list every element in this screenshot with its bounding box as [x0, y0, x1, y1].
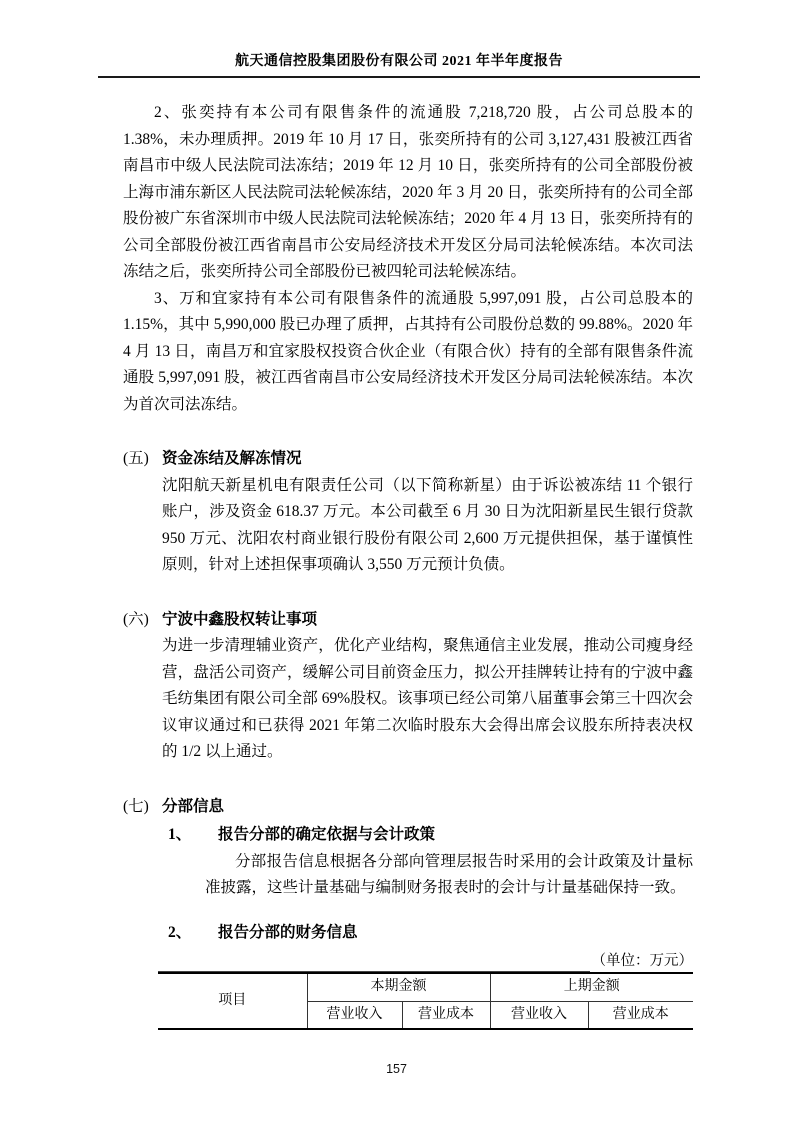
page-content [123, 100, 693, 1030]
page-header-title: 航天通信控股集团股份有限公司 2021 年半年度报告 [235, 54, 563, 69]
section-segment-info [123, 794, 693, 821]
table-header-prior-period: 上期金额 [490, 973, 693, 1001]
section-heading [123, 607, 693, 634]
page-number: 157 [386, 1062, 407, 1076]
subsection-heading [123, 822, 693, 849]
paragraph-share-freeze-zhangyi: 2、张奕持有本公司有限售条件的流通股 7,218,720 股，占公司总股本的 1.38%，未办理质押。2019 年 10 月 17 日，张奕所持有的公司 3,127,431 股被江西省南昌市中级人民法院司法冻结；2019 年 12 月 10 日，张奕所持有的公司全部股份被上海市浦东新区人民法院司法轮候冻结，2020 年 3 月 20 日，张奕所持有的公司全部股份被广东省深圳市中级人民法院司法轮候冻结；2020 年 4 月 13 日，张奕所持有的公司全部股份被江西省南昌市公安局经济技术开发区分局司法轮候冻结。本次司法冻结之后，张奕所持公司全部股份已被四轮司法轮候冻结。 [123, 104, 693, 280]
subsection-segment-basis [123, 822, 693, 902]
subsection-number-label: 1、 [168, 826, 192, 843]
table-header-revenue-current: 营业收入 [307, 1001, 402, 1029]
table-unit-label: （单位：万元） [591, 953, 693, 969]
section-title: 分部信息 [162, 797, 225, 815]
table-unit-row [158, 950, 693, 972]
section-heading [123, 794, 693, 821]
subsection-heading [123, 920, 693, 947]
subsection-segment-financials [123, 920, 693, 947]
unit-row-underline [158, 953, 590, 972]
subsection-body: 分部报告信息根据各分部向管理层报告时采用的会计政策及计量标准披露，这些计量基础与编制财务报表时的会计与计量基础保持一致。 [205, 852, 693, 896]
table-header-current-period: 本期金额 [307, 973, 490, 1001]
segment-table-area [158, 950, 693, 1030]
section-number-label: (七) [123, 797, 149, 815]
segment-financials-table [158, 972, 693, 1030]
section-heading [123, 446, 693, 473]
table-header-revenue-prior: 营业收入 [490, 1001, 588, 1029]
section-number-label: (五) [123, 450, 149, 467]
section-body: 沈阳航天新星机电有限责任公司（以下简称新星）由于诉讼被冻结 11 个银行账户，涉及资金 618.37 万元。本公司截至 6 月 30 日为沈阳新星民生银行贷款 950 万元、沈阳农村商业银行股份有限公司 2,600 万元提供担保，基于谨慎性原则，针对上述担保事项确认 3,550 万元预计负债。 [162, 476, 693, 573]
section-ningbo-zhongxin [123, 607, 693, 766]
section-number-label: (六) [123, 610, 149, 628]
table-header-item: 项目 [158, 973, 307, 1029]
subsection-title: 报告分部的确定依据与会计政策 [218, 826, 436, 843]
table-header-row-groups [158, 973, 693, 1001]
table-header-cost-prior: 营业成本 [612, 1006, 669, 1022]
section-title: 资金冻结及解冻情况 [162, 450, 302, 467]
page-header [98, 50, 700, 78]
subsection-title: 报告分部的财务信息 [218, 923, 358, 941]
section-funds-freeze [123, 446, 693, 579]
section-body: 为进一步清理辅业资产，优化产业结构，聚焦通信主业发展，推动公司瘦身经营，盘活公司资产，缓解公司目前资金压力，拟公开挂牌转让持有的宁波中鑫毛纺集团有限公司全部 69%股权。该事项已经公司第八届董事会第三十四次会议审议通过和已获得 2021 年第二次临时股东大会得出席会议股东所持表决权的 1/2 以上通过。 [162, 637, 693, 760]
table-header-cost-current: 营业成本 [402, 1001, 490, 1029]
subsection-number-label: 2、 [168, 923, 192, 941]
paragraph-share-freeze-wanheyijia: 3、万和宜家持有本公司有限售条件的流通股 5,997,091 股，占公司总股本的 1.15%，其中 5,990,000 股已办理了质押，占其持有公司股份总数的 99.88%。2020 年 4 月 13 日，南昌万和宜家股权投资合伙企业（有限合伙）持有的全部有限售条件流通股 5,997,091 股，被江西省南昌市公安局经济技术开发区分局司法轮候冻结。本次为首次司法冻结。 [123, 289, 693, 413]
section-title: 宁波中鑫股权转让事项 [162, 610, 318, 628]
